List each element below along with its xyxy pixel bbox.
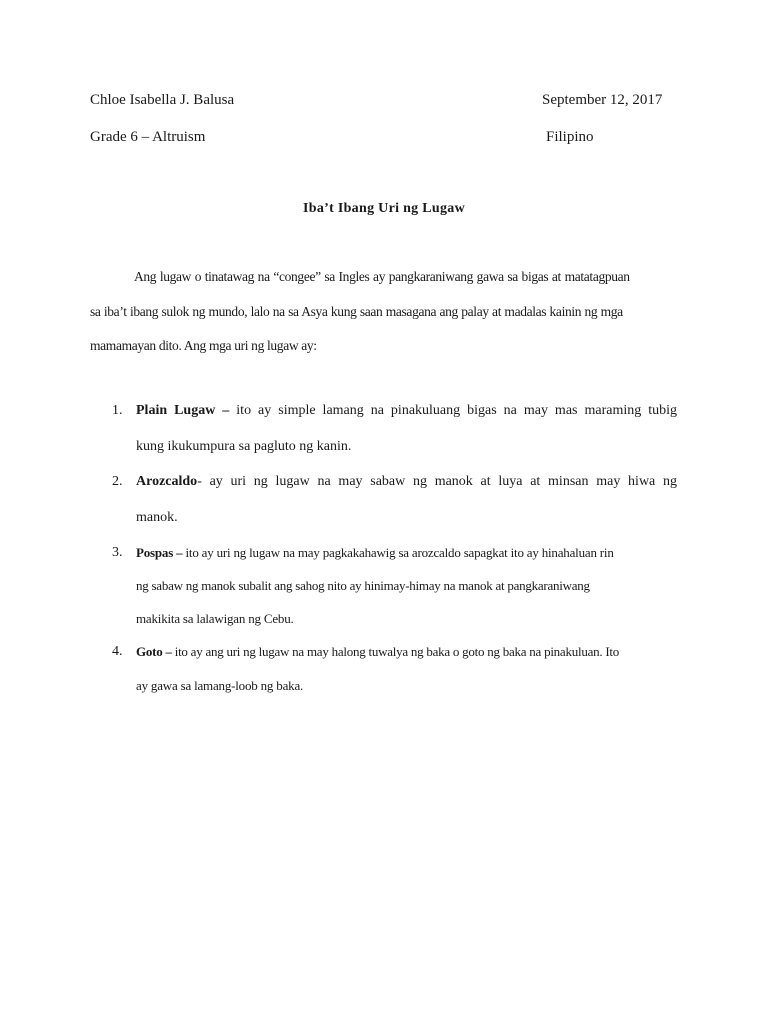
intro-paragraph-line: sa iba’t ibang sulok ng mundo, lalo na sa Asya kung saan masagana ang palay at madalas kainin ng mga bbox=[90, 304, 623, 319]
student-name: Chloe Isabella J. Balusa bbox=[90, 92, 235, 108]
list-item bbox=[136, 545, 614, 561]
intro-paragraph-line: Ang lugaw o tinatawag na “congee” sa Ingles ay pangkaraniwang gawa sa bigas at matatagpuan bbox=[134, 269, 630, 284]
list-item-text: ito ay ang uri ng lugaw na may halong tuwalya ng baka o goto ng baka na pinakuluan. Ito bbox=[171, 644, 620, 659]
list-item-term: Arozcaldo bbox=[136, 474, 198, 489]
list-item bbox=[136, 644, 619, 660]
list-item-number: 1. bbox=[112, 403, 123, 418]
list-item bbox=[136, 403, 677, 419]
document-date: September 12, 2017 bbox=[542, 92, 663, 108]
list-item bbox=[136, 474, 677, 490]
list-item-term: Goto – bbox=[136, 644, 172, 659]
list-item-term: Pospas – bbox=[136, 545, 183, 560]
subject-label: Filipino bbox=[546, 129, 594, 145]
grade-section: Grade 6 – Altruism bbox=[90, 129, 206, 145]
list-item-text: makikita sa lalawigan ng Cebu. bbox=[136, 611, 294, 626]
list-item-number: 3. bbox=[112, 545, 123, 560]
list-item-text: manok. bbox=[136, 510, 178, 525]
list-item-number: 4. bbox=[112, 644, 123, 659]
list-item-term: Plain Lugaw – bbox=[136, 403, 230, 418]
list-item-text: ito ay simple lamang na pinakuluang bigas na may mas maraming tubig bbox=[229, 403, 677, 418]
list-item-text: kung ikukumpura sa pagluto ng kanin. bbox=[136, 439, 352, 454]
list-item-text: - ay uri ng lugaw na may sabaw ng manok at luya at minsan may hiwa ng bbox=[197, 474, 677, 489]
list-item-text: ito ay uri ng lugaw na may pagkakahawig sa arozcaldo sapagkat ito ay hinahaluan rin bbox=[182, 545, 614, 560]
list-item-text: ng sabaw ng manok subalit ang sahog nito ay hinimay-himay na manok at pangkaraniwang bbox=[136, 578, 590, 593]
list-item-number: 2. bbox=[112, 474, 123, 489]
document-title: Iba’t Ibang Uri ng Lugaw bbox=[302, 201, 465, 216]
list-item-text: ay gawa sa lamang-loob ng baka. bbox=[136, 678, 304, 693]
intro-paragraph-line: mamamayan dito. Ang mga uri ng lugaw ay: bbox=[90, 338, 317, 353]
